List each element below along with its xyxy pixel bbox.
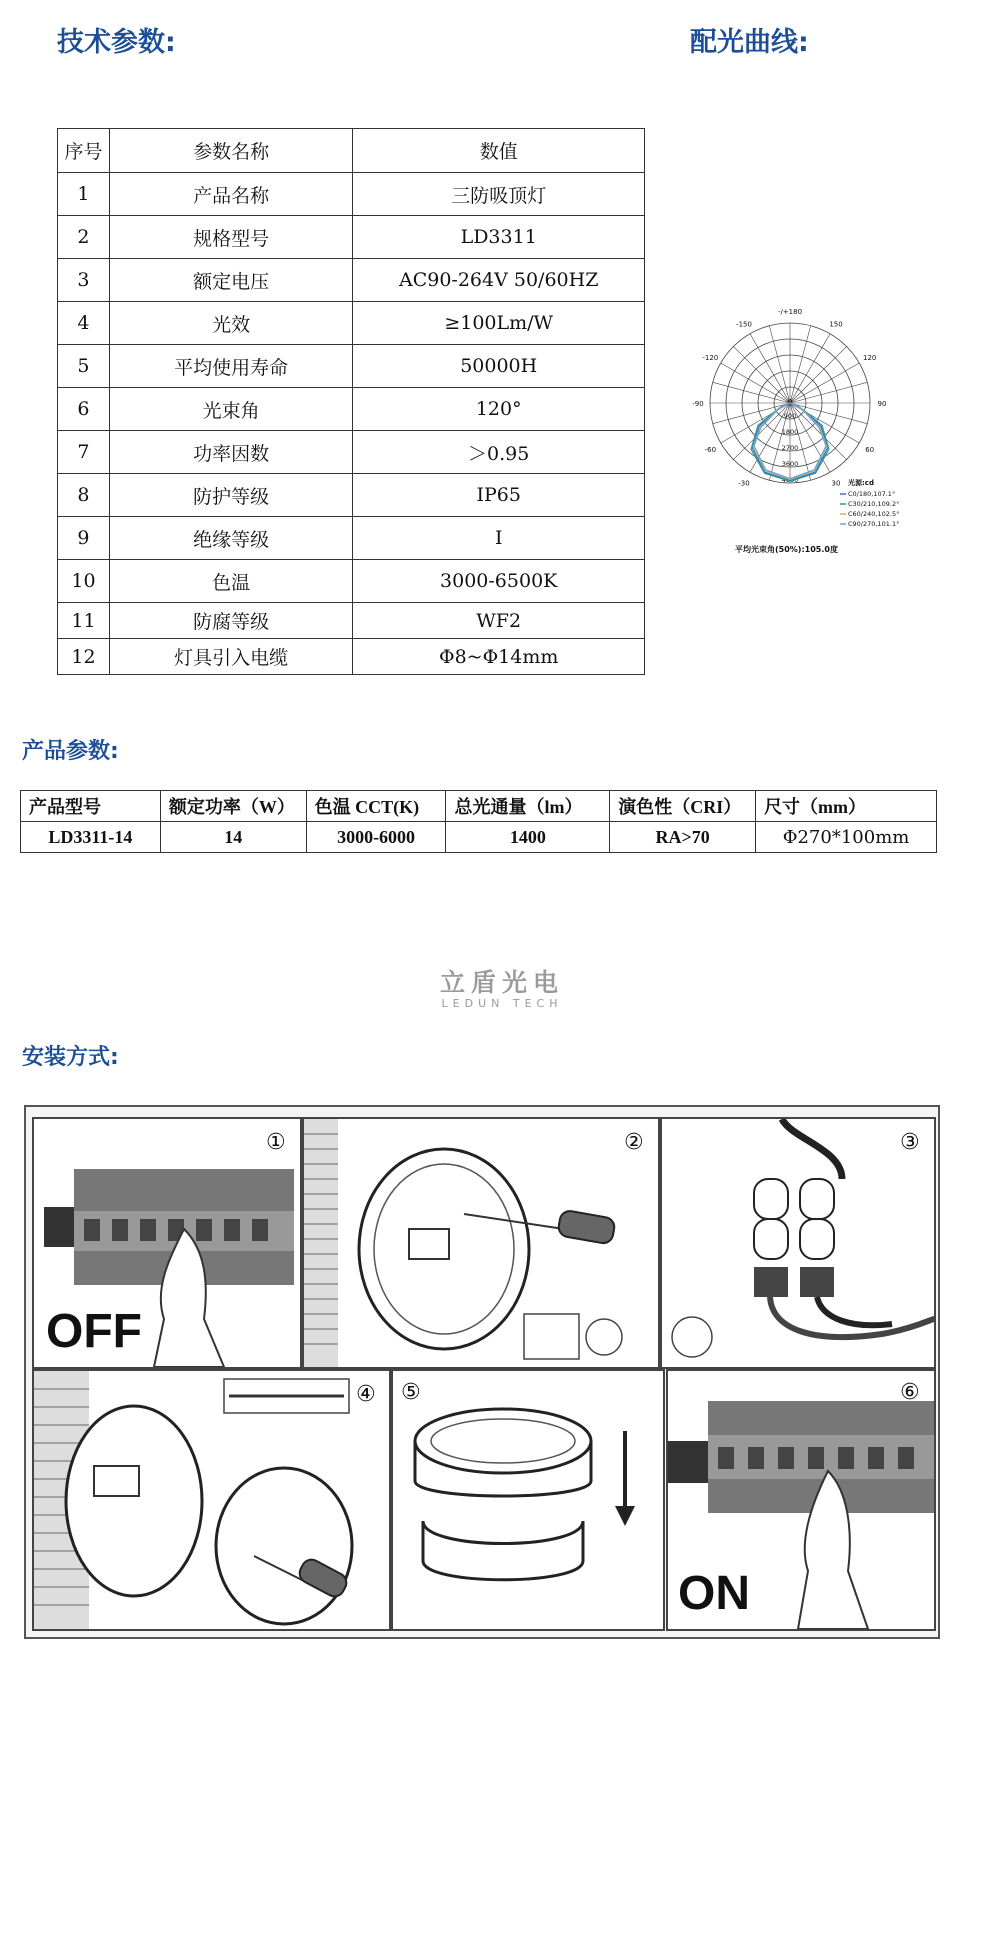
step-6-number: ⑥ (900, 1380, 920, 1405)
polar-legend-item: C90/270,101.1° (848, 520, 900, 528)
spec-name-cell: 产品名称 (109, 173, 352, 216)
polar-spoke (721, 363, 790, 403)
spec-name-cell: 功率因数 (109, 431, 352, 474)
polar-legend-title: 光源:cd (848, 479, 874, 487)
spec-value-cell: Ⅰ (353, 517, 645, 560)
company-logo (440, 963, 564, 1010)
spec-value-cell: WF2 (353, 603, 645, 639)
product-table (20, 790, 937, 853)
spec-index-cell: 10 (58, 560, 110, 603)
product-value-cell: LD3311-14 (21, 822, 161, 853)
wire-connector-illustration (662, 1119, 934, 1367)
step-1-panel (32, 1117, 302, 1369)
product-value-cell: Φ270*100mm (756, 822, 937, 853)
polar-radial-label: 1800 (781, 428, 799, 436)
polar-radial-label: 900 (783, 412, 797, 420)
spec-value-cell: 50000H (353, 345, 645, 388)
spec-value-cell: LD3311 (353, 216, 645, 259)
polar-angle-label: 150 (829, 320, 843, 329)
spec-index-cell: 9 (58, 517, 110, 560)
installation-illustration (24, 1105, 940, 1639)
spec-index-cell: 1 (58, 173, 110, 216)
breaker-on-illustration (668, 1371, 934, 1629)
spec-table-row (58, 474, 645, 517)
polar-angle-label: -60 (704, 446, 717, 454)
spec-table-header (58, 129, 645, 173)
breaker-off-illustration (34, 1119, 300, 1367)
polar-legend-item: C60/240,102.5° (848, 510, 900, 518)
spec-index-cell: 12 (58, 639, 110, 675)
spec-table-row (58, 603, 645, 639)
polar-spoke (790, 363, 859, 403)
polar-angle-label: -/+180 (777, 308, 803, 316)
diffuser-cover-illustration (393, 1371, 663, 1629)
installation-heading: 安装方式: (22, 1045, 119, 1070)
product-header-cell: 产品型号 (21, 791, 161, 822)
polar-angle-label: 120 (862, 354, 877, 362)
polar-spoke (733, 346, 790, 403)
step-6-panel (666, 1369, 936, 1631)
product-table-row (21, 822, 937, 853)
spec-value-cell: ≥100Lm/W (353, 302, 645, 345)
product-value-cell: 3000-6000 (306, 822, 446, 853)
spec-value-cell: Φ8~Φ14mm (353, 639, 645, 675)
spec-value-cell: 120° (353, 388, 645, 431)
polar-spoke (790, 403, 847, 460)
polar-spoke (790, 326, 811, 403)
polar-spoke (790, 403, 867, 424)
product-value-cell: RA>70 (610, 822, 756, 853)
spec-index-cell: 6 (58, 388, 110, 431)
spec-table-row (58, 345, 645, 388)
spec-name-cell: 防腐等级 (109, 603, 352, 639)
product-header-cell: 额定功率（W） (160, 791, 306, 822)
polar-angle-label: -150 (736, 320, 752, 329)
polar-angle-label: 0 (787, 398, 793, 406)
polar-grid (692, 308, 899, 554)
polar-spoke (750, 334, 790, 403)
spec-value-cell: 3000-6500K (353, 560, 645, 603)
product-header-cell: 色温 CCT(K) (306, 791, 446, 822)
product-header-cell: 尺寸（mm） (756, 791, 937, 822)
polar-angle-label: 30 (831, 479, 841, 488)
spec-table-row (58, 431, 645, 474)
product-table-header (21, 791, 937, 822)
polar-spoke (790, 334, 830, 403)
spec-table-row (58, 259, 645, 302)
polar-radial-label: 3600 (781, 460, 799, 468)
step-2-number: ② (624, 1130, 644, 1155)
off-label: OFF (46, 1305, 142, 1358)
spec-name-cell: 灯具引入电缆 (109, 639, 352, 675)
polar-angle-label: 60 (865, 446, 875, 454)
spec-table-row (58, 639, 645, 675)
spec-table-row (58, 517, 645, 560)
spec-table-row (58, 388, 645, 431)
step-5-panel (391, 1369, 665, 1631)
spec-value-cell: 三防吸顶灯 (353, 173, 645, 216)
spec-index-cell: 4 (58, 302, 110, 345)
spec-value-cell: ＞0.95 (353, 431, 645, 474)
spec-index-cell: 2 (58, 216, 110, 259)
polar-legend-item: C0/180,107.1° (848, 490, 896, 498)
spec-index-cell: 7 (58, 431, 110, 474)
polar-spoke (790, 382, 867, 403)
polar-radial-label: 4500 (781, 476, 799, 484)
step-5-number: ⑤ (401, 1380, 421, 1405)
product-value-cell: 14 (160, 822, 306, 853)
logo-english: LEDUN TECH (441, 997, 563, 1010)
spec-name-cell: 色温 (109, 560, 352, 603)
polar-radial-label: 2700 (781, 444, 799, 452)
logo-chinese: 立盾光电 (440, 968, 565, 997)
product-params-heading: 产品参数: (22, 739, 119, 764)
polar-angle-label: 90 (877, 400, 887, 408)
product-value-cell: 1400 (446, 822, 610, 853)
spec-value-cell: IP65 (353, 474, 645, 517)
spec-name-cell: 光效 (109, 302, 352, 345)
spec-name-cell: 绝缘等级 (109, 517, 352, 560)
spec-name-cell: 光束角 (109, 388, 352, 431)
spec-index-cell: 11 (58, 603, 110, 639)
on-label: ON (678, 1567, 750, 1620)
attach-lamp-illustration (34, 1371, 389, 1629)
tech-params-heading: 技术参数: (57, 27, 176, 58)
step-4-number: ④ (356, 1382, 376, 1407)
spec-header-cell: 参数名称 (109, 129, 352, 173)
polar-legend-item: C30/210,109.2° (848, 500, 900, 508)
step-4-panel (32, 1369, 391, 1631)
product-header-cell: 演色性（CRI） (610, 791, 756, 822)
spec-index-cell: 5 (58, 345, 110, 388)
step-1-number: ① (266, 1130, 286, 1155)
polar-footer: 平均光束角(50%):105.0度 (735, 545, 838, 554)
polar-spoke (790, 346, 847, 403)
step-3-number: ③ (900, 1130, 920, 1155)
spec-name-cell: 防护等级 (109, 474, 352, 517)
polar-angle-label: -30 (738, 479, 750, 488)
spec-name-cell: 平均使用寿命 (109, 345, 352, 388)
spec-index-cell: 3 (58, 259, 110, 302)
step-3-panel (660, 1117, 936, 1369)
spec-table-row (58, 173, 645, 216)
spec-value-cell: AC90-264V 50/60HZ (353, 259, 645, 302)
spec-table-row (58, 560, 645, 603)
polar-spoke (713, 403, 790, 424)
mount-base-illustration (304, 1119, 658, 1367)
spec-table-row (58, 216, 645, 259)
spec-name-cell: 规格型号 (109, 216, 352, 259)
light-curve-heading: 配光曲线: (690, 27, 809, 58)
spec-table-row (58, 302, 645, 345)
polar-angle-label: -120 (702, 354, 719, 362)
polar-spoke (713, 382, 790, 403)
light-distribution-chart (690, 255, 930, 565)
product-header-cell: 总光通量（lm） (446, 791, 610, 822)
spec-header-cell: 数值 (353, 129, 645, 173)
spec-header-cell: 序号 (58, 129, 110, 173)
spec-index-cell: 8 (58, 474, 110, 517)
polar-angle-label: -90 (692, 400, 704, 408)
spec-name-cell: 额定电压 (109, 259, 352, 302)
step-2-panel (302, 1117, 660, 1369)
polar-spoke (769, 326, 790, 403)
spec-table (57, 128, 645, 675)
spec-table-body (58, 129, 645, 675)
